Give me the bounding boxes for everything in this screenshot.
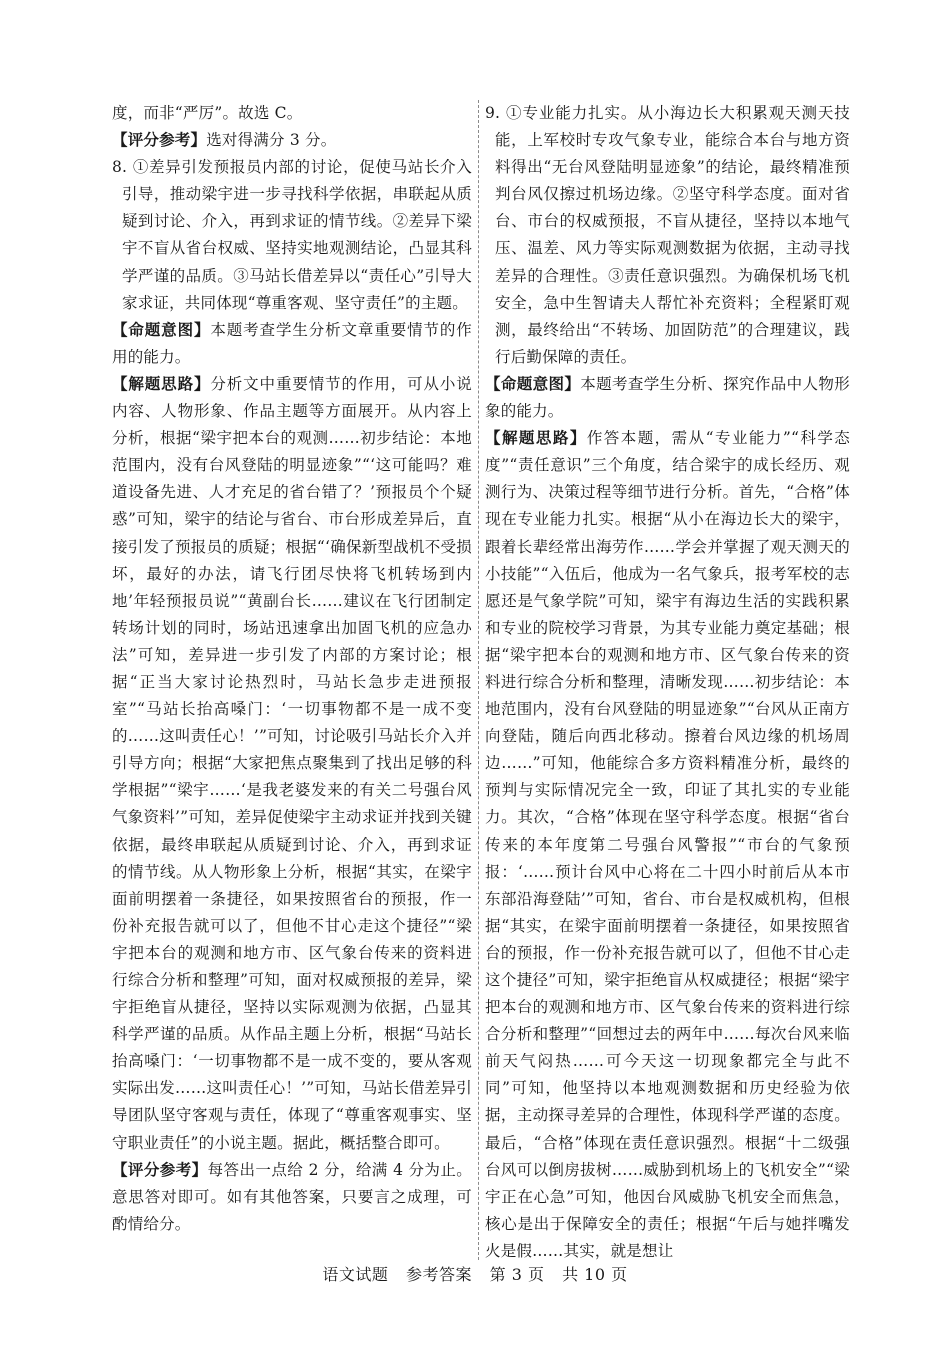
approach-tag: 【解题思路】 xyxy=(112,374,211,393)
approach-tag: 【解题思路】 xyxy=(485,429,587,448)
question-9-answer xyxy=(485,100,850,371)
footer-doc-type: 参考答案 xyxy=(406,1265,473,1284)
intent-tag: 【命题意图】 xyxy=(485,374,581,393)
question-8-approach xyxy=(112,371,472,1157)
score-tag: 【评分参考】 xyxy=(112,1160,208,1179)
score-text: 每答出一点给 2 分，给满 4 分为止。意思答对即可。如有其他答案，只要言之成理，可酌情给分。 xyxy=(112,1160,473,1233)
question-8-intent xyxy=(112,317,472,371)
footer-page-number: 第 3 页 xyxy=(489,1265,545,1284)
question-number: 9. xyxy=(485,104,501,122)
previous-answer-tail: 度，而非“严厉”。故选 C。 xyxy=(112,104,303,122)
score-tag: 【评分参考】 xyxy=(112,131,207,150)
approach-text: 作答本题，需从“专业能力”“科学态度”“责任意识”三个角度，结合梁宇的成长经历、观测行为、决策过程等细节进行分析。首先，“合格”体现在专业能力扎实。根据“从小在海边长大的梁宇，跟着长辈经常出海劳作……学会并掌握了观天测天的小技能”“入伍后，他成为一名气象兵，报考军校的志愿还是气象学院”可知，梁宇有海边生活的实践积累和专业的院校学习背景，为其专业能力奠定基础；根据“梁宇把本台的观测和地方市、区气象台传来的资料进行综合分析和整理，清晰发现……初步结论：本地范围内，没有台风登陆的明显迹象”“台风从正南方向登陆，随后向西北移动。擦着台风边缘的机场周边……”可知，他能综合多方资料精准分析，最终的预判与实际情况完全一致，印证了其扎实的专业能力。其次，“合格”体现在坚守科学态度。根据“省台传来的本年度第二号强台风警报”“市台的气象预报：‘……预计台风中心将在二十四小时前后从本市东部沿海登陆’”可知，省台、市台是权威机构，但根据“其实，在梁宇面前明摆着一条捷径，如果按照省台的预报，作一份补充报告就可以了，但他不甘心走这个捷径”可知，梁宇拒绝盲从权威捷径；根据“梁宇把本台的观测和地方市、区气象台传来的资料进行综合分析和整理”“回想过去的两年中……每次台风来临前天气闷热……可今天这一切现象都完全与此不同”可知，他坚持以本地观测数据和历史经验为依据，主动探寻差异的合理性，体现科学严谨的态度。最后，“合格”体现在责任意识强烈。根据“十二级强台风可以倒房拔树……威胁到机场上的飞机安全”“梁宇正在心急”可知，他因台风威胁飞机安全而焦急，核心是出于保障安全的责任；根据“午后与她拌嘴发火是假……其实，就是想让 xyxy=(485,429,850,1260)
intent-text: 本题考查学生分析、探究作品中人物形象的能力。 xyxy=(485,374,850,421)
previous-score-note xyxy=(112,127,472,154)
question-9-intent xyxy=(485,371,850,425)
intent-text: 本题考查学生分析文章重要情节的作用的能力。 xyxy=(112,320,473,366)
question-8-answer xyxy=(112,154,472,317)
answer-text: ①差异引发预报员内部的讨论，促使马站长介入引导，推动梁宇进一步寻找科学依据，串联起从质疑到讨论、介入，再到求证的情节线。②差异下梁宇不盲从省台权威、坚持实地观测结论，凸显其科学严谨的品质。③马站长借差异以“责任心”引导大家求证，共同体现“尊重客观、坚守责任”的主题。 xyxy=(122,158,472,312)
question-8-score xyxy=(112,1157,472,1238)
right-column xyxy=(485,100,850,1265)
column-divider xyxy=(478,100,479,1260)
footer-total-pages: 共 10 页 xyxy=(562,1265,628,1284)
approach-text: 分析文中重要情节的作用，可从小说内容、人物形象、作品主题等方面展开。从内容上分析，根据“梁宇把本台的观测……初步结论：本地范围内，没有台风登陆的明显迹象”“‘这可能吗？难道设备先进、人才充足的省台错了？’预报员个个疑惑”可知，梁宇的结论与省台、市台形成差异后，直接引发了预报员的质疑；根据“‘确保新型战机不受损坏，最好的办法，请飞行团尽快将飞机转场到内地’年轻预报员说”“黄副台长……建议在飞行团制定转场计划的同时，场站迅速拿出加固飞机的应急办法”可知，差异进一步引发了内部的方案讨论；根据“正当大家讨论热烈时，马站长急步走进预报室”“马站长抬高嗓门：‘一切事物都不是一成不变的……这叫责任心！’”可知，讨论吸引马站长介入并引导方向；根据“大家把焦点聚集到了找出足够的科学根据”“梁宇……‘是我老婆发来的有关二号强台风气象资料’”可知，差异促使梁宇主动求证并找到关键依据，最终串联起从质疑到讨论、介入，再到求证的情节线。从人物形象上分析，根据“其实，在梁宇面前明摆着一条捷径，如果按照省台的预报，作一份补充报告就可以了，但他不甘心走这个捷径”“梁宇把本台的观测和地方市、区气象台传来的资料进行综合分析和整理”可知，面对权威预报的差异，梁宇拒绝盲从捷径，坚持以实际观测为依据，凸显其科学严谨的品质。从作品主题上分析，根据“马站长抬高嗓门：‘一切事物都不是一成不变的，要从客观实际出发……这叫责任心！’”可知，马站长借差异引导团队坚守客观与责任，体现了“尊重客观事实、坚守职业责任”的小说主题。据此，概括整合即可。 xyxy=(112,374,473,1152)
question-number: 8. xyxy=(112,158,128,177)
answer-text: ①专业能力扎实。从小海边长大积累观天测天技能，上军校时专攻气象专业，能综合本台与地方资料得出“无台风登陆明显迹象”的结论，最终精准预判台风仅擦过机场边缘。②坚守科学态度。面对省台、市台的权威预报，不盲从捷径，坚持以本地气压、温差、风力等实际观测数据为依据，主动寻找差异的合理性。③责任意识强烈。为确保机场飞机安全，急中生智请夫人帮忙补充资料；全程紧盯观测，最终给出“不转场、加固防范”的合理建议，践行后勤保障的责任。 xyxy=(495,104,850,366)
page-footer xyxy=(0,1262,950,1285)
left-column xyxy=(112,100,472,1238)
question-9-approach xyxy=(485,425,850,1265)
intent-tag: 【命题意图】 xyxy=(112,320,211,339)
footer-subject: 语文试题 xyxy=(322,1265,389,1284)
score-text: 选对得满分 3 分。 xyxy=(206,131,337,150)
